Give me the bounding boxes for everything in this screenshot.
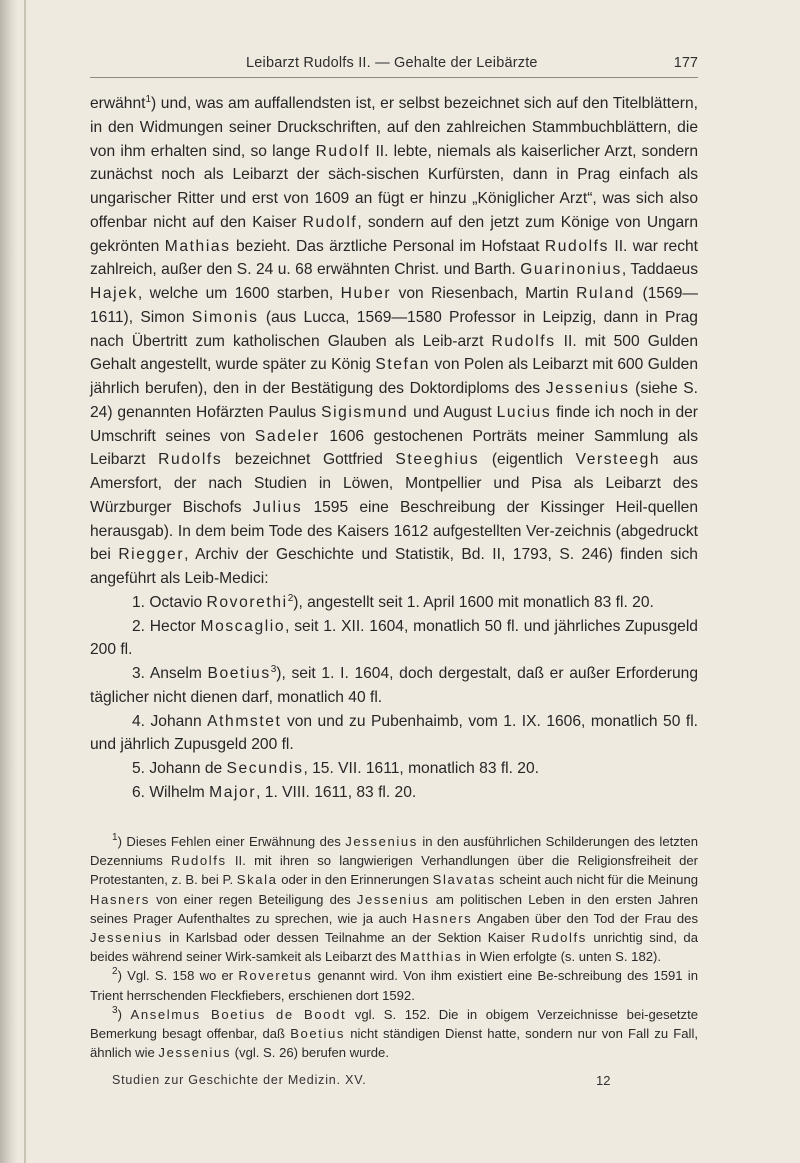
- footnote-ref: 3: [270, 664, 277, 675]
- spaced-name: Secundis: [226, 760, 304, 777]
- spaced-name: Rovorethi: [206, 593, 288, 611]
- footnote-mark: 3: [112, 1004, 118, 1016]
- text-run: scheint auch nicht für die Meinung: [495, 872, 699, 888]
- spaced-name: Rudolfs: [531, 930, 587, 946]
- spaced-name: Huber: [340, 285, 392, 302]
- spaced-name: Jessenius: [158, 1045, 232, 1061]
- text-run: , seit 1. XII. 1604, monatlich 50 fl. und jährliches Zupusgeld 200 fl.: [90, 617, 698, 659]
- text-run: 1595 eine Beschreibung der Kissinger Heil-quellen herausgab). In dem beim Tode des Kaisers 1612 aufgestellten Ver-zeichnis (abgedruckt bei: [90, 498, 699, 564]
- spaced-name: Simonis: [191, 308, 259, 326]
- spaced-name: Hasners: [90, 891, 150, 907]
- text-run: , Taddaeus: [621, 261, 699, 279]
- spaced-name: Sigismund: [321, 403, 409, 421]
- page-number: 177: [673, 55, 698, 71]
- spaced-name: Guarinonius: [520, 261, 622, 279]
- spaced-name: Matthias: [400, 949, 463, 965]
- text-run: , Archiv der Geschichte und Statistik, Bd. II, 1793, S. 246) finden sich angeführt als Leib-Medici:: [90, 546, 698, 587]
- text-run: von Riesenbach, Martin: [391, 285, 577, 302]
- text-run: , welche um 1600 starben,: [137, 285, 341, 302]
- spaced-name: Boetius: [290, 1026, 346, 1042]
- text-run: nicht ständigen Dienst hatte, sondern nur von Fall zu Fall, ähnlich wie: [90, 1026, 698, 1061]
- binding-shadow: [0, 0, 18, 1163]
- list-item: [90, 781, 698, 805]
- spaced-name: Roveretus: [238, 968, 313, 984]
- text-run: (aus Lucca, 1569—1580 Professor in Leipzig, dann in Prag nach Übertritt zum katholischen Glauben als Leib-arzt: [90, 308, 698, 350]
- text-run: bezeichnet Gottfried: [222, 451, 396, 469]
- spaced-name: Rudolfs: [491, 332, 556, 350]
- spaced-name: Versteegh: [575, 451, 661, 469]
- text-run: II. lebte, niemals als kaiserlicher Arzt, sondern zunächst noch als Leibarzt der säch-sischen Kurfürsten, dann in Prag einfach als ungarischer Ritter und erst von 1609 an fügt er hinzu „Königlicher Arzt“, was sich also offenbar nicht auf den Kaiser: [90, 142, 698, 231]
- spaced-name: Riegger: [118, 546, 185, 564]
- spaced-name: Rudolf: [315, 142, 371, 160]
- paragraph-intro: [90, 92, 698, 591]
- text-run: ) und, was am auffallendsten ist, er selbst bezeichnet sich auf den Titelblättern, in den Widmungen seiner Druckschriften, auf den zahlreichen Stammbuchblättern, die von ihm erhalten sind, so lange: [90, 95, 698, 160]
- spaced-name: Hajek: [90, 285, 138, 302]
- text-run: (eigentlich: [479, 451, 576, 469]
- text-run: 4. Johann: [132, 712, 208, 730]
- text-run: ), angestellt seit 1. April 1600 mit monatlich 83 fl. 20.: [293, 593, 654, 611]
- footnote-2: [90, 966, 698, 1004]
- text-run: 6. Wilhelm: [132, 783, 210, 801]
- text-run: am politischen Leben in den ersten Jahren seines Prager Aufenthaltes zu sprechen, wie ja auch: [90, 891, 698, 926]
- text-run: Angaben über den Tod der Frau des: [472, 910, 699, 926]
- binding-line: [24, 0, 26, 1163]
- text-run: genannt wird. Von ihm existiert eine Be-schreibung des 1591 in Trient herrschenden Fleckfiebers, erschienen dort 1592.: [90, 968, 698, 1003]
- text-run: unrichtig sind, da beides während seiner Wirk-samkeit als Leibarzt des: [90, 930, 698, 965]
- spaced-name: Stefan: [375, 356, 430, 374]
- spaced-name: Jessenius: [90, 930, 163, 946]
- text-run: von Polen als Leibarzt mit 600 Gulden jährlich berufen), den in der Bestätigung des Doktordiploms des: [90, 356, 698, 397]
- footnote-3: [90, 1005, 698, 1063]
- spaced-name: Lucius: [496, 403, 552, 421]
- list-item: [90, 757, 698, 781]
- footnote-mark: 1: [112, 832, 118, 843]
- text-run: ) Vgl. S. 158 wo er: [117, 968, 239, 984]
- header-rule: [90, 77, 698, 78]
- text-run: II. war recht zahlreich, außer den S. 24 u. 68 erwähnten Christ. und Barth.: [90, 237, 698, 279]
- text-run: in den ausführlichen Schilderungen des letzten Dezenniums: [90, 834, 698, 869]
- spaced-name: Mathias: [164, 237, 231, 255]
- text-run: (1569—1611), Simon: [90, 285, 699, 326]
- text-run: bezieht. Das ärztliche Personal im Hofstaat: [230, 237, 545, 255]
- footnote-mark: 2: [112, 966, 118, 978]
- spaced-name: Moscaglio: [200, 617, 286, 635]
- text-run: 2. Hector: [132, 617, 201, 635]
- spaced-name: Rudolf: [302, 213, 358, 231]
- spaced-name: Rudolfs: [171, 853, 227, 869]
- spaced-name: Julius: [252, 498, 303, 516]
- spaced-name: Rudolfs: [158, 451, 223, 469]
- page-footer: [90, 1073, 698, 1091]
- text-run: II. mit 500 Gulden Gehalt angestellt, wurde später zu König: [90, 332, 698, 374]
- text-run: vgl. S. 152. Die in obigem Verzeichnisse bei-gesetzte Bemerkung besagt offenbar, daß: [90, 1006, 699, 1042]
- spaced-name: Athmstet: [207, 712, 282, 730]
- footnote-1: [90, 832, 698, 966]
- spaced-name: Anselmus Boetius de Boodt: [130, 1006, 347, 1022]
- text-run: 5. Johann de: [132, 760, 227, 777]
- running-head: [90, 55, 698, 77]
- text-run: von und zu Pubenhaimb, vom 1. IX. 1606, monatlich 50 fl. und jährlich Zupusgeld 200 fl.: [90, 712, 698, 754]
- text-run: II. mit ihren so langwierigen Verhandlungen über die Religionsfreiheit der Protestanten, z. B. bei P.: [90, 853, 698, 888]
- text-run: erwähnt: [90, 95, 146, 112]
- list-item: [90, 615, 698, 663]
- spaced-name: Steeghius: [395, 451, 480, 469]
- spaced-name: Skala: [236, 872, 278, 888]
- list-item: [90, 710, 698, 758]
- text-run: in Wien erfolgte (s. unten S. 182).: [462, 949, 662, 965]
- text-run: finde ich noch in der Umschrift seines von: [90, 403, 698, 445]
- text-run: (siehe S. 24) genannten Hofärzten Paulus: [90, 380, 699, 421]
- text-run: 1606 gestochenen Porträts meiner Sammlung als Leibarzt: [90, 427, 698, 469]
- text-run: ), seit 1. I. 1604, doch dergestalt, daß er außer Erforderung täglicher nicht dienen darf, monatlich 40 fl.: [90, 665, 698, 706]
- spaced-name: Rudolfs: [544, 237, 609, 255]
- text-run: aus Amersfort, der nach Studien in Löwen, Montpellier und Pisa als Leibarzt des Würzburger Bischofs: [90, 451, 698, 516]
- footnotes: [90, 832, 698, 1062]
- text-run: (vgl. S. 26) berufen wurde.: [231, 1045, 389, 1061]
- text-run: 3. Anselm: [132, 665, 208, 682]
- text-run: , sondern auf den jetzt zum Könige von Ungarn gekrönten: [90, 213, 698, 255]
- running-head-title: Leibarzt Rudolfs II. — Gehalte der Leibärzte: [246, 55, 538, 71]
- spaced-name: Hasners: [412, 910, 473, 926]
- list-item: [90, 591, 698, 615]
- text-run: , 15. VII. 1611, monatlich 83 fl. 20.: [303, 760, 539, 777]
- text-run: oder in den Erinnerungen: [277, 872, 433, 888]
- text-run: ) Dieses Fehlen einer Erwähnung des: [117, 834, 346, 849]
- text-run: von einer regen Beteiligung des: [149, 891, 357, 907]
- spaced-name: Jessenius: [356, 891, 430, 907]
- spaced-name: Boetius: [207, 665, 271, 682]
- footnote-ref: 1: [145, 94, 152, 105]
- spaced-name: Jessenius: [545, 380, 630, 397]
- spaced-name: Sadeler: [254, 427, 320, 445]
- text-run: 1. Octavio: [132, 593, 207, 611]
- spaced-name: Ruland: [576, 285, 636, 302]
- series-title: Studien zur Geschichte der Medizin. XV.: [112, 1073, 367, 1087]
- spaced-name: Slavatas: [432, 872, 496, 888]
- list-item: [90, 662, 698, 710]
- spaced-name: Jessenius: [345, 834, 418, 849]
- signature-mark: 12: [596, 1073, 611, 1088]
- text-run: und August: [408, 403, 497, 421]
- text-run: ): [117, 1006, 131, 1022]
- spaced-name: Major: [209, 783, 257, 801]
- footnote-ref: 2: [287, 592, 294, 604]
- text-run: in Karlsbad oder dessen Teilnahme an der Sektion Kaiser: [162, 930, 532, 946]
- main-text: [90, 92, 698, 805]
- text-run: , 1. VIII. 1611, 83 fl. 20.: [256, 783, 417, 801]
